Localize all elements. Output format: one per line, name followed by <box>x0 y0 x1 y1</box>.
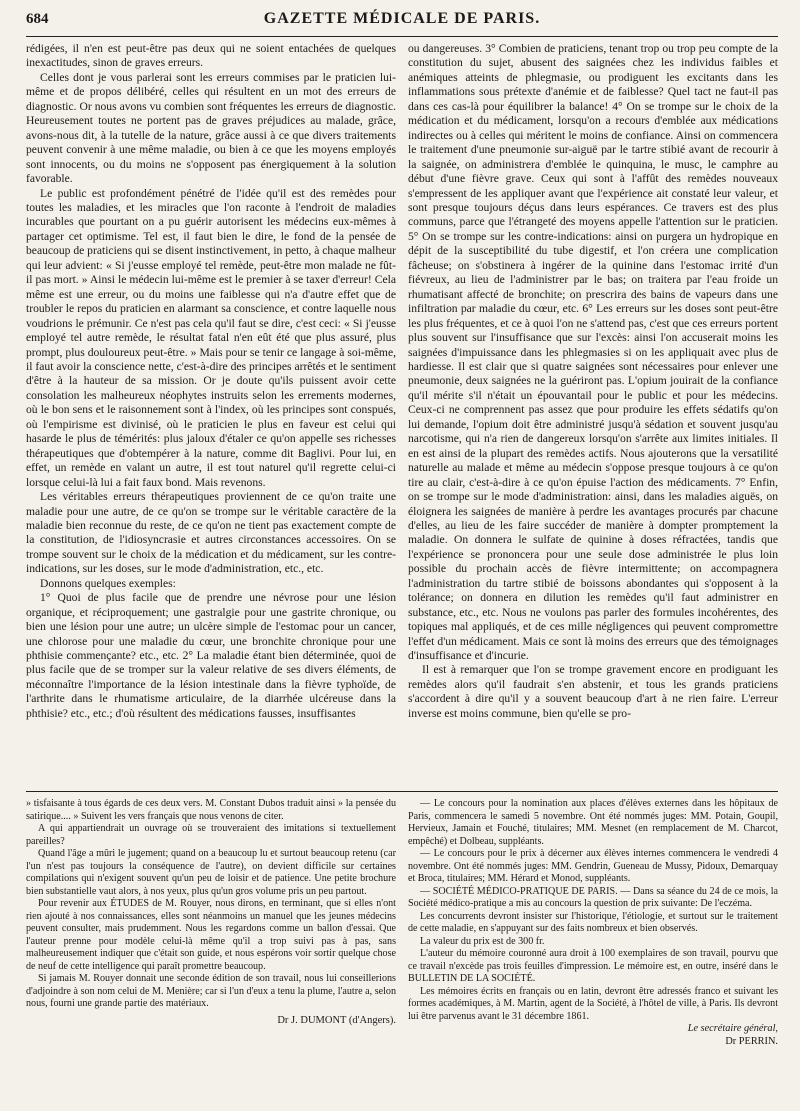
secretary-title-text: Le secrétaire général, <box>687 1023 778 1034</box>
news-item: Les concurrents devront insister sur l'historique, l'étiologie, et surtout sur le traitement de cette maladie, en s'appuyant sur des faits nombreux et bien observés. <box>408 910 778 934</box>
article-left-column <box>26 42 396 787</box>
article-paragraph: Il est à remarquer que l'on se trompe gravement encore en prodiguant les remèdes alors qu'il faudrait s'en abstenir, et tous les grands praticiens s'accordent à dire qu'il y a souvent beaucoup d'art à ne rien faire. L'erreur inverse est moins commune, bien qu'elle se pro- <box>408 663 778 720</box>
article-paragraph: Le public est profondément pénétré de l'idée qu'il est des remèdes pour toutes les maladies, et les miracles que l'on raconte à l'endroit de maladies incurables que pourtant on a pu guérir autorisent les médecins eux-mêmes à partager cet optimisme. Tel est, il faut bien le dire, le fond de la pensée de beaucoup de praticiens qui se disent instinctivement, in petto, à chaque malheur qui leur advient: « Si j'eusse employé tel remède, peut-être mon malade ne fût-il pas mort. » Ainsi le médecin lui-même est le premier à se taxer d'erreur! Cela même est une erreur, ou du moins une faiblesse qui n'a d'autre effet que de troubler le repos du praticien en alarmant sa conscience, et contre laquelle nous voudrions le prémunir. Ce n'est pas cela qu'il faut se dire, c'est ceci: « Si j'eusse employé tel autre remède, le résultat fatal n'en eût été que plus assuré, plus prompt, plus douloureux peut-être. » Mais pour se tenir ce langage à soi-même, il faut avoir la conscience nette, c'est-à-dire des principes arrêtés et le sentiment d'être à la hauteur de sa mission. Or je doute qu'ils puissent avoir cette consolation les malheureux néophytes instruits selon les errements modernes, où le bon sens et le raisonnement sont à l'index, où les principes sont conspués, où l'empirisme est divinisé, où le praticien le plus en faveur est celui qui hasarde le plus de témérités: plus jaloux d'étaler ce qu'on appelle ses richesses thérapeutiques que d'obtempérer à la nature, comme dit Baglivi. Pour lui, en effet, un remède en valant un autre, il est tout naturel qu'il regrette celui-ci lorsque celui-là lui a fait faux bond. Mais revenons. <box>26 186 396 489</box>
news-item: — Le concours pour le prix à décerner aux élèves internes commencera le vendredi 4 novembre. Ont été nommés juges: MM. Gendrin, Gueneau de Mussy, Pidoux, Demarquay et Broca, titulaires; MM. Hérard et Monod, suppléants. <box>408 848 778 884</box>
feuilleton-paragraph: Quand l'âge a mûri le jugement; quand on a beaucoup lu et surtout beaucoup retenu (car l'un n'est pas toujours la conséquence de l'autre), on devient difficile sur certaines compilations qui n'exigent souvent qu'un peu de loisir et de patience. Une petite brochure bien substantielle vaut alors, à nos yeux, plus qu'un gros volume pris un peu partout. <box>26 848 396 897</box>
article-paragraph: Les véritables erreurs thérapeutiques proviennent de ce qu'on traite une maladie pour une autre, de ce qu'on se trompe sur le véritable caractère de la maladie bien reconnue du reste, de ce qu'on ne tient pas exactement compte de la constitution, de l'idiosyncrasie et autres circonstances accessoires. On se trompe souvent sur le choix de la médication et du médicament, sur les contre-indications, sur les doses, sur le mode d'administration, etc., etc. <box>26 490 396 576</box>
news-item: L'auteur du mémoire couronné aura droit à 100 exemplaires de son travail, pourvu que ce travail n'excède pas trois feuilles d'impression. Le mémoire est, en outre, inséré dans le BULLETIN DE LA SOCIÉTÉ. <box>408 948 778 984</box>
page-header <box>26 10 778 37</box>
feuilleton-paragraph: A qui appartiendrait un ouvrage où se trouveraient des imitations si textuellement pareilles? <box>26 823 396 847</box>
feuilleton-left-column <box>26 798 396 1088</box>
secretary-signature: Dr PERRIN. <box>725 1035 778 1047</box>
news-item: La valeur du prix est de 300 fr. <box>420 935 545 947</box>
news-item: Les mémoires écrits en français ou en latin, devront être adressés franco et suivant les formes académiques, à M. Martin, agent de la Société, à l'hôtel de ville, à Paris. Ils devront lui être parvenus avant le 31 décembre 1861. <box>408 985 778 1022</box>
article-body <box>26 42 778 787</box>
feuilleton-right-column <box>408 798 778 1088</box>
feuilleton-paragraph: » tisfaisante à tous égards de ces deux vers. M. Constant Dubos traduit ainsi » la pensée du satirique.... » Suivent les vers français que nous venons de citer. <box>26 798 396 822</box>
secretary-title <box>408 1023 778 1036</box>
article-paragraph: Celles dont je vous parlerai sont les erreurs commises par le praticien lui-même et de propos délibéré, celles qui résultent en un mot des erreurs de diagnostic. Or nous avons vu combien sont fréquentes les erreurs de diagnostic. Heureusement toutes ne portent pas de graves préjudices au malade, grâce, avons-nous dit, à la tutelle de la nature, grâce aussi à ce que divers traitements peuvent convenir à une même maladie, ou bien à ce que les moyens employés sont innocents, ou du moins ne s'opposent pas énergiquement à la solution favorable. <box>26 70 396 186</box>
article-paragraph: rédigées, il n'en est peut-être pas deux qui ne soient entachées de quelques inexactitudes, sinon de graves erreurs. <box>26 42 396 70</box>
journal-title: GAZETTE MÉDICALE DE PARIS. <box>263 10 541 27</box>
news-item: — Le concours pour la nomination aux places d'élèves externes dans les hôpitaux de Paris, commencera le samedi 5 novembre. Ont été nommés juges: MM. Potain, Goupil, Hervieux, Jamain et Fouché, titulaires; MM. Mesnet (en remplacement de M. Charcot, empêché) et Dolbeau, suppléants. <box>408 798 778 847</box>
feuilleton-paragraph: Pour revenir aux ÉTUDES de M. Rouyer, nous dirons, en terminant, que si elles n'ont rien ajouté à nos connaissances, elles sont néanmoins un manuel que les jeunes médecins peuvent consulter, mais prudemment. Nous les regardons comme un ballon d'essai. Que l'auteur prenne pour modèle celui-là même qu'il a trop suivi pas à pas, sans malheureusement indiquer que c'était son guide, et nous espérons voir sortir quelque chose de neuf de cette intelligence qui paraît promettre beaucoup. <box>26 898 396 972</box>
feuilleton-divider <box>26 791 778 792</box>
article-paragraph: ou dangereuses. 3° Combien de praticiens, tenant trop ou trop peu compte de la constitution du sujet, abusent des saignées chez les individus faibles et anémiques atteints de phlegmasie, ou prodiguent les excitants dans les inflammations sous prétexte d'anémie et de faiblesse? Quel tact ne faut-il pas dans ces cas-là pour équilibrer la balance! 4° On se trompe sur le choix de la médication et du médicament, lorsqu'on a recours d'emblée aux médications indirectes ou à celles qui méritent le moins de confiance. Ainsi on commencera le traitement d'une pneumonie sur-aiguë par le tartre stibié avant de recourir à la saignée, on administrera d'emblée le quinquina, le musc, le camphre au début d'une fièvre grave. Ceux qui sont à l'affût des remèdes nouveaux s'empressent de les appliquer avant que l'expérience ait constaté leur valeur, et sont presque toujours déçus dans leurs espérances. Ce travers est des plus communs, parce que l'étrangeté des moyens appelle l'attention sur le praticien. 5° On se trompe sur les contre-indications: ainsi on purgera un hydropique en dépit de la susceptibilité du tube digestif, et l'on créera une complication fâcheuse; on s'obstinera à ingérer de la quinine dans l'estomac irrité d'un fiévreux, au lieu de l'administrer par le bas; on traitera par l'eau froide un rhumatisant affecté de bronchite; on prescrira des bains de vapeurs dans une infiltration par maladie du cœur, etc. 6° Les erreurs sur les doses sont peut-être les plus fréquentes, et ce à quoi l'on ne s'attend pas, c'est que ces erreurs portent plus souvent sur l'insuffisance que sur l'excès: ainsi l'on accuserait moins les saignées d'impuissance dans les phlegmasies si on les appliquait avec plus de hardiesse. Il est clair que si quatre saignées sont nécessaires pour enlever une pneumonie, deux saignées ne la guériront pas. L'opium jouirait de la confiance qu'il mérite s'il n'était un épouvantail pour le public et pour les médecins. Ceux-ci ne comprennent pas assez que pour produire les effets sédatifs qu'on lui demande, l'opium doit être administré jusqu'à sédation et souvent jusqu'au narcotisme, qui n'a rien de dangereux lorsqu'on s'arrête aux limites initiales. Il en est ainsi de la plupart des remèdes actifs. Nous ajouterons que la versatilité naturelle au malade et même au médecin s'oppose presque toujours à ce qu'on tire au clair, c'est-à-dire à ce qu'on épuise l'action des médicaments. 7° Enfin, on se trompe sur le mode d'administration: ainsi, dans les maladies aiguës, on éloignera les saignées de manière à perdre les avantages procurés par chacune d'elles, au lieu de les faire succéder de manière à dompter promptement la maladie. On donnera le sulfate de quinine à doses réfractées, tandis que l'expérience se prononcera pour une seule dose administrée le plus loin possible du prochain accès de fièvre intermittente; on accompagnera l'administration du tartre stibié de boissons abondantes qui s'opposent à la tolérance; on donnera en dilution les remèdes qu'il faut administrer en substance, etc., etc. Nous ne voulons pas parler des formules incohérentes, des topiques mal appliqués, et de ces mille négligences qui peuvent compromettre l'effet d'un médicament. Mais ce sont là moins des erreurs que des témoignages d'insuffisance et d'incurie. <box>408 42 778 663</box>
journal-page <box>26 10 778 1100</box>
article-paragraph: 1° Quoi de plus facile que de prendre une névrose pour une lésion organique, et réciproquement; une gastralgie pour une gastrite chronique, ou bien une lésion pour une autre; un ulcère simple de l'estomac pour un cancer, une chlorose pour une maladie du cœur, une bronchite chronique pour une phthisie commençante? etc., etc. 2° La maladie étant bien déterminée, quoi de plus facile que de se tromper sur la valeur relative de ses divers éléments, de méconnaître l'importance de la lésion intestinale dans la fièvre typhoïde, de l'arthrite dans le rhumatisme articulaire, de la diarrhée ulcéreuse dans la phthisie? etc., etc.; d'où résultent des médications fausses, insuffisantes <box>26 591 396 720</box>
author-signature: Dr J. DUMONT (d'Angers). <box>277 1014 396 1026</box>
feuilleton-paragraph: Si jamais M. Rouyer donnait une seconde édition de son travail, nous lui conseillerions d'adjoindre à son nom celui de M. Menière; car si l'un d'eux a tenu la plume, l'autre a, selon nous, fourni une grande partie des matériaux. <box>26 973 396 1009</box>
page-number: 684 <box>26 11 49 27</box>
news-item: — SOCIÉTÉ MÉDICO-PRATIQUE DE PARIS. — Dans sa séance du 24 de ce mois, la Société médico-pratique a mis au concours la question de prix suivante: De l'eczéma. <box>408 885 778 909</box>
feuilleton-section <box>26 798 778 1088</box>
article-paragraph: Donnons quelques exemples: <box>40 576 176 590</box>
article-right-column <box>408 42 778 787</box>
